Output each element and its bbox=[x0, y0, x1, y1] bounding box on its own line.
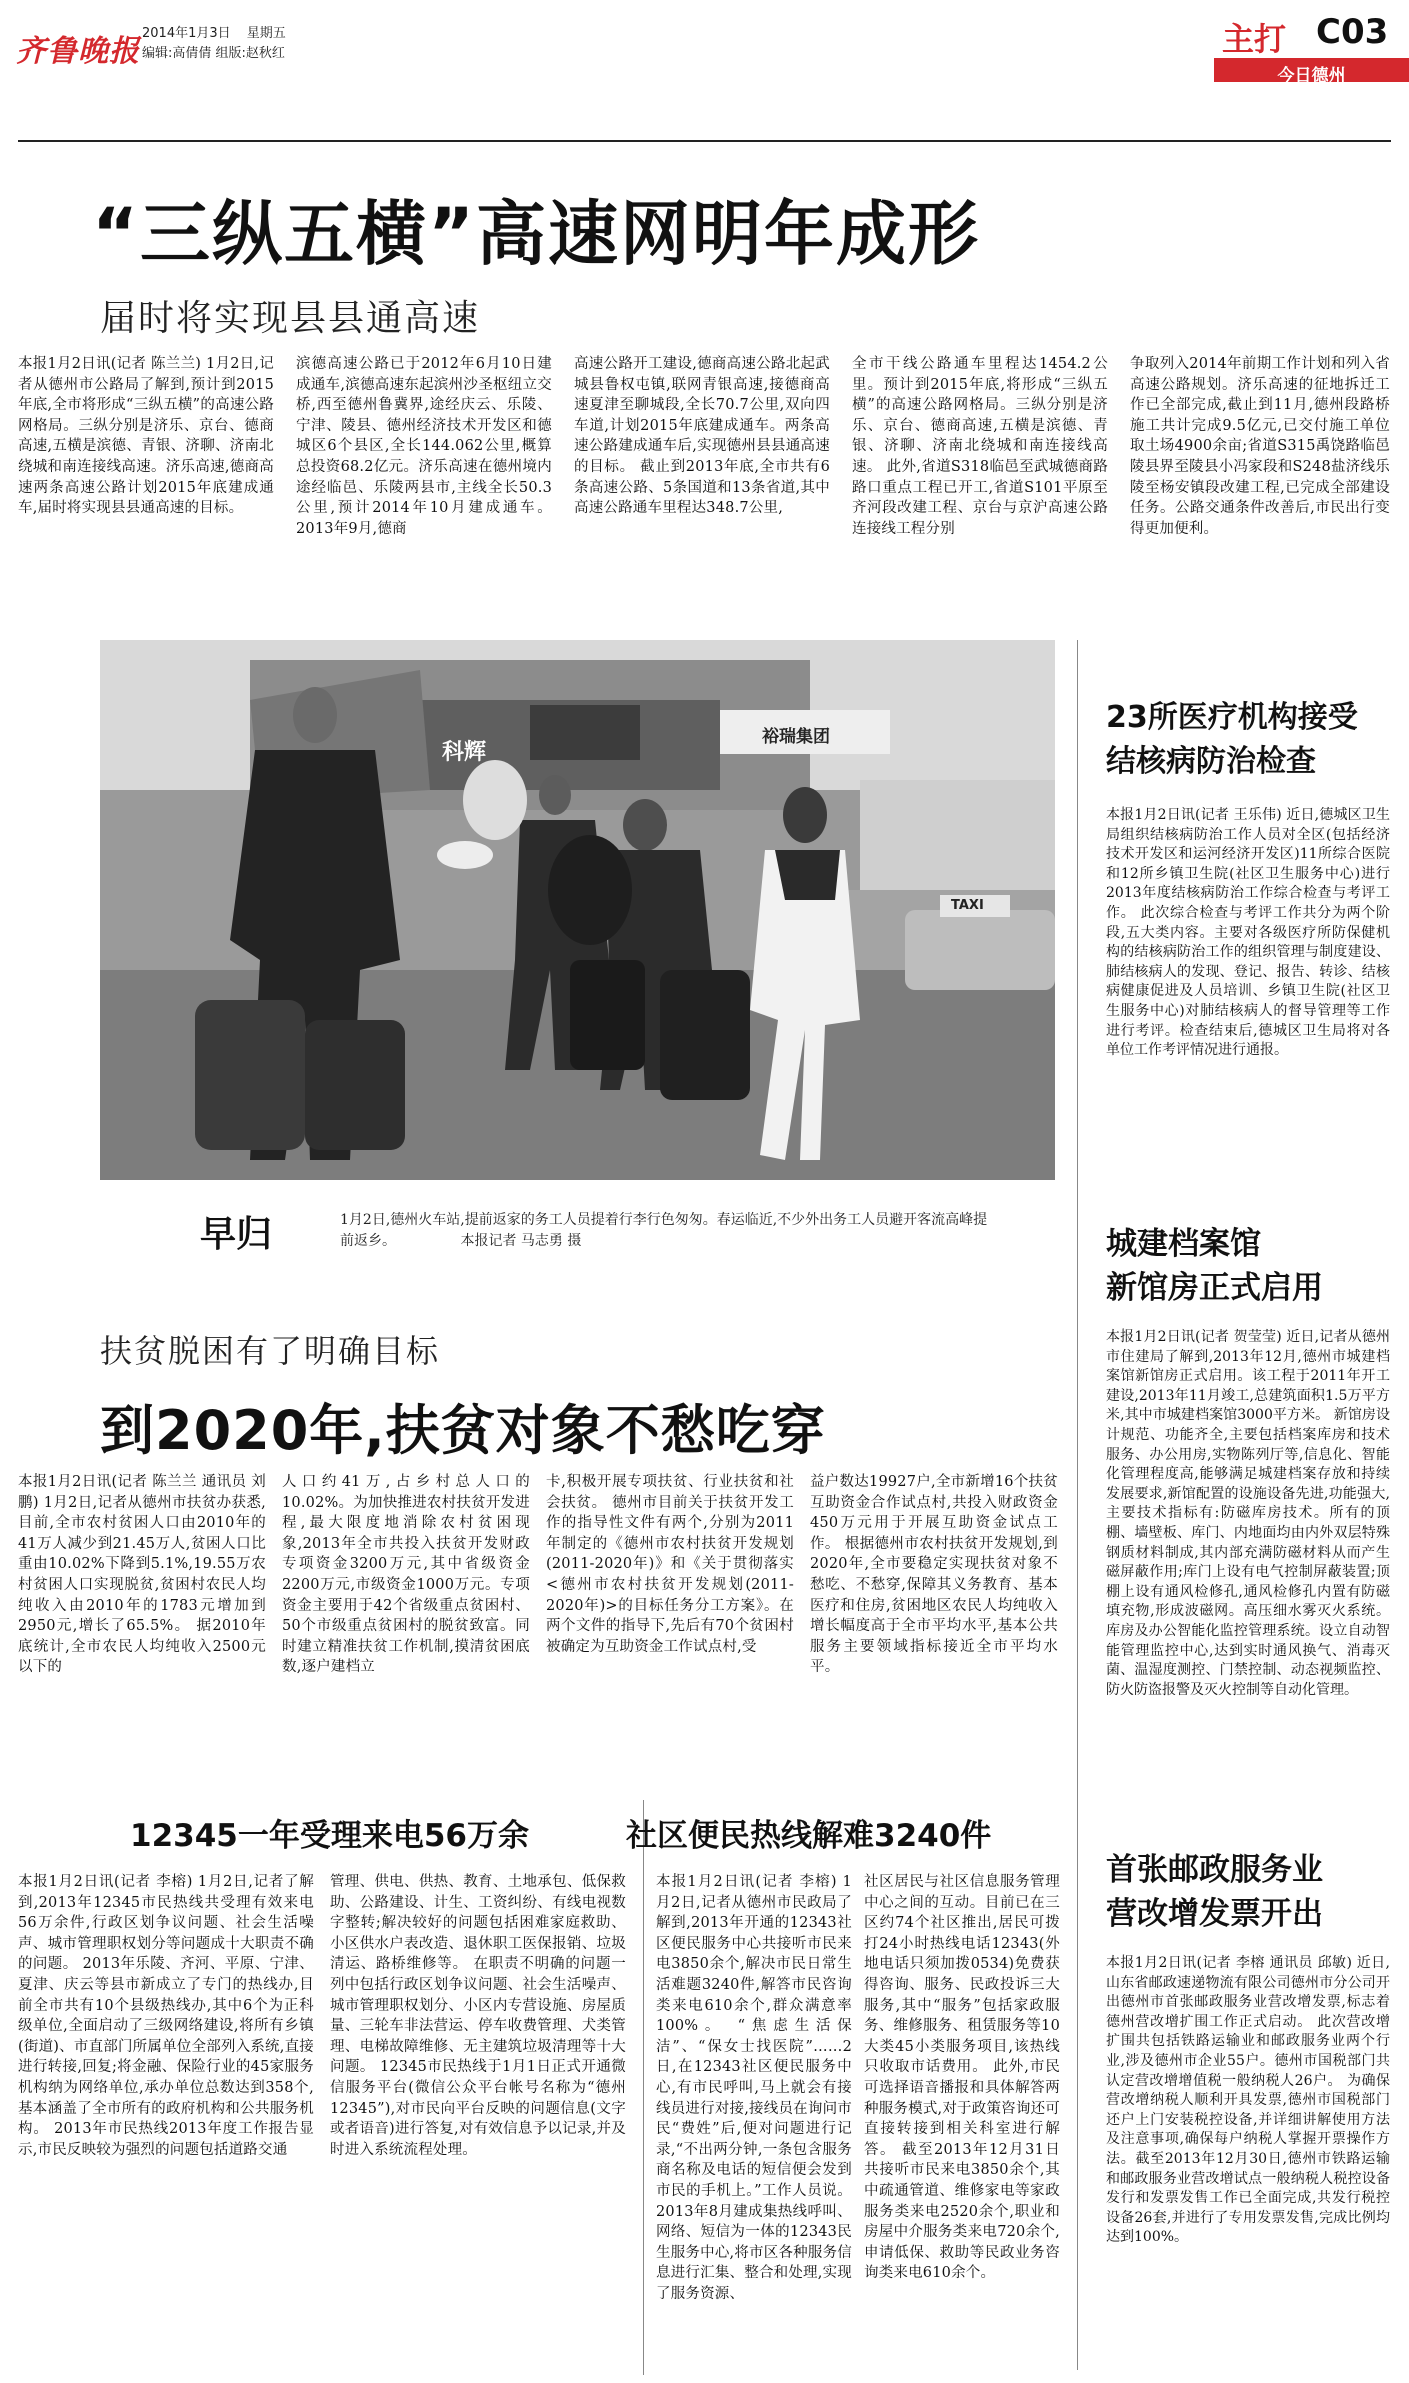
sign-kehui: 科辉 bbox=[442, 740, 487, 765]
lead-column-1: 本报1月2日讯(记者 陈兰兰) 1月2日,记者从德州市公路局了解到,预计到2015年底,全市将形成“三纵五横”的高速公路网格局。三纵分别是济乐、京台、德商高速,五横是滨德、青银、济聊、济南北绕城和南连接线高速。济乐高速,德商高速两条高速公路计划2015年底建成通车,届时将实现县县通高速的目标。 bbox=[18, 356, 274, 517]
postal-headline-line2: 营改增发票开出 bbox=[1106, 1896, 1323, 1932]
photo-scene bbox=[100, 640, 1055, 1180]
photo-caption bbox=[340, 1210, 1000, 1252]
poverty-column-4: 益户数达19927户,全市新增16个扶贫互助资金合作试点村,共投入财政资金450万元用于开展互助资金试点工作。 根据德州市农村扶贫开发规划,到2020年,全市要稳定实现扶贫对象不愁吃、不愁穿,保障其义务教育、基本医疗和住房,贫困地区农民人均纯收入增长幅度高于全市平均水平,基本公共服务主要领域指标接近全市平均水平。 bbox=[810, 1474, 1058, 1676]
masthead-rule bbox=[18, 140, 1391, 142]
sign-taxi: TAXI bbox=[951, 898, 984, 913]
date-text: 2014年1月3日 bbox=[142, 26, 231, 41]
postal-body: 本报1月2日讯(记者 李榕 通讯员 邱敏) 近日,山东省邮政速递物流有限公司德州市分公司开出德州市首张邮政服务业营改增发票,标志着德州营改增扩围工作正式启动。 此次营改增扩围共包括铁路运输业和邮政服务业两个行业,涉及德州市企业55户。德州市国税部门共认定营改增增值税一般纳税人26户。 为确保营改增纳税人顺利开具发票,德州市国税部门还户上门安装税控设备,并详细讲解使用方法及注意事项,确保每户纳税人掌握开票操作方法。截至2013年12月30日,德州市铁路运输和邮政服务业营改增试点一般纳税人税控设备发行和发票发售工作已全面完成,共发行税控设备26套,并进行了专用发票发售,完成比例均达到100%。 bbox=[1106, 1955, 1390, 2246]
sidebar-divider bbox=[1077, 640, 1078, 2370]
page-number: C03 bbox=[1316, 12, 1389, 52]
masthead bbox=[0, 0, 1409, 90]
issue-date bbox=[142, 22, 286, 41]
hotline-column-2: 管理、供电、供热、教育、土地承包、低保救助、公路建设、计生、工资纠纷、有线电视数字整转;解决较好的问题包括困难家庭救助、小区供水户表改造、退休职工医保报销、垃圾清运、路桥维修等。 在职责不明确的问题一列中包括行政区划争议问题、社会生活噪声、城市管理职权划分、小区内专营设施、房屋质量、三轮车非法营运、停车收费管理、犬类管理、电梯故障维修、无主建筑垃圾清理等十大问题。 12345市民热线于1月1日正式开通微信服务平台(微信公众平台帐号名称为“德州12345”),对市民向平台反映的问题信息(文字或者语音)进行答复,对有效信息予以记录,并及时进入系统流程处理。 bbox=[330, 1874, 626, 2158]
tb-headline-line2: 结核病防治检查 bbox=[1106, 744, 1316, 779]
hotline-headline: 12345一年受理来电56万余 bbox=[130, 1818, 529, 1854]
newspaper-logo: 齐鲁晚报 bbox=[16, 34, 140, 69]
lead-subhead: 届时将实现县县通高速 bbox=[100, 298, 481, 339]
lead-column-2: 滨德高速公路已于2012年6月10日建成通车,滨德高速东起滨州沙圣枢纽立交桥,西至德州鲁冀界,途经庆云、乐陵、宁津、陵县、德州经济技术开发区和德城区6个县区,全长144.062公里,概算总投资68.2亿元。济乐高速在德州境内途经临邑、乐陵两县市,主线全长50.3公里,预计2014年10月建成通车。2013年9月,德商 bbox=[296, 356, 552, 537]
postal-headline-line1: 首张邮政服务业 bbox=[1106, 1852, 1323, 1888]
poverty-headline: 到2020年,扶贫对象不愁吃穿 bbox=[100, 1399, 826, 1462]
lead-headline: “三纵五横”高速网明年成形 bbox=[92, 193, 981, 275]
hotline-column-1: 本报1月2日讯(记者 李榕) 1月2日,记者了解到,2013年12345市民热线共受理有效来电56万余件,行政区划争议问题、社会生活噪声、城市管理职权划分等问题成十大职责不确的问题。 2013年乐陵、齐河、平原、宁津、夏津、庆云等县市新成立了专门的热线办,目前全市共有10个县级热线办,其中6个为正科级单位,全面启动了三级网络建设,将所有乡镇(街道)、市直部门所属单位全部列入系统,直接进行转接,回复;将金融、保险行业的45家服务机构纳为网络单位,承办单位总数达到358个,基本涵盖了全市所有的政府机构和公共服务机构。 2013年市民热线2013年度工作报告显示,市民反映较为强烈的问题包括道路交通 bbox=[18, 1874, 314, 2158]
poverty-column-2: 人口约41万,占乡村总人口的10.02%。为加快推进农村扶贫开发进程,最大限度地消除农村贫困现象,2013年全市共投入扶贫开发财政专项资金3200万元,其中省级资金2200万元,市级资金1000万元。专项资金主要用于42个省级重点贫困村、50个市级重点贫困村的脱贫致富。同时建立精准扶贫工作机制,摸清贫困底数,逐户建档立 bbox=[282, 1474, 530, 1676]
tb-body: 本报1月2日讯(记者 王乐伟) 近日,德城区卫生局组织结核病防治工作人员对全区(包括经济技术开发区和运河经济开发区)11所综合医院和12所乡镇卫生院(社区卫生服务中心)进行2013年度结核病防治工作综合检查与考评工作。 此次综合检查与考评工作共分为两个阶段,五大类内容。主要对各级医疗所防保健机构的结核病防治工作的组织管理与制度建设、肺结核病人的发现、登记、报告、转诊、结核病健康促进及人员培训、乡镇卫生院(社区卫生服务中心)对肺结核病人的督导管理等工作进行考评。检查结束后,德城区卫生局将对各单位工作考评情况进行通报。 bbox=[1106, 807, 1390, 1059]
edition-label: 今日德州 bbox=[1277, 66, 1346, 86]
news-photo bbox=[100, 640, 1055, 1180]
community-column-2: 社区居民与社区信息服务管理中心之间的互动。目前已在三区约74个社区推出,居民可拨打24小时热线电话12343(外地电话只须加拨0534)免费获得咨询、服务、民政投诉三大服务,其中“服务”包括家政服务、维修服务、租赁服务等10大类45小类服务项目,该热线只收取市话费用。 此外,市民可选择语音播报和具体解答两种服务模式,对于政策咨询还可直接转接到相关科室进行解答。 截至2013年12月31日共接听市民来电3850余个,其中疏通管道、维修家电等家政服务类来电2520余个,职业和房屋中介服务类来电720余个,申请低保、救助等民政业务咨询类来电610余个。 bbox=[864, 1874, 1060, 2282]
lead-column-3: 高速公路开工建设,德商高速公路北起武城县鲁权屯镇,联网青银高速,接德商高速夏津至聊城段,全长70.7公里,双向四车道,计划2015年底建成通车。两条高速公路建成通车后,实现德州县县通高速的目标。 截止到2013年底,全市共有6条高速公路、5条国道和13条省道,其中高速公路通车里程达348.7公里, bbox=[574, 356, 830, 517]
archive-body: 本报1月2日讯(记者 贺莹莹) 近日,记者从德州市住建局了解到,2013年12月,德州市城建档案馆新馆房正式启用。该工程于2011年开工建设,2013年11月竣工,总建筑面积1.5万平方米,其中市城建档案馆3000平方米。 新馆房设计规范、功能齐全,主要包括档案库房和技术服务、办公用房,实物陈列厅等,信息化、智能化管理程度高,能够满足城建档案存放和持续发展要求,新馆配置的设施设备先进,功能强大,主要技术指标有:防磁库房技术。所有的顶棚、墙壁板、库门、内地面均由内外双层特殊钢质材料制成,其内部充满防磁材料从而产生磁屏蔽作用;库门上设有电气控制屏蔽装置;顶棚上设有通风检修孔,通风检修孔内置有防磁填充物,形成波磁网。高压细水雾灭火系统。库房及办公智能化监控管理系统。设立自动智能管理监控中心,达到实时通风换气、消毒灭菌、温湿度测控、门禁控制、动态视频监控、防火防盗报警及灭火控制等自动化管理。 bbox=[1106, 1329, 1390, 1698]
weekday-text: 星期五 bbox=[246, 26, 286, 41]
archive-headline-line1: 城建档案馆 bbox=[1106, 1226, 1261, 1262]
tb-headline-line1: 23所医疗机构接受 bbox=[1106, 700, 1358, 735]
lead-column-5: 争取列入2014年前期工作计划和列入省高速公路规划。济乐高速的征地拆迁工作已全部完成,截止到11月,德州段路桥施工共计完成9.5亿元,已交付施工单位取土场4900余亩;省道S315禹饶路临邑陵县界至陵县小冯家段和S248盐济线乐陵至杨安镇段改建工程,已完成全部建设任务。公路交通条件改善后,市民出行变得更加便利。 bbox=[1130, 356, 1390, 537]
archive-headline-line2: 新馆房正式启用 bbox=[1106, 1270, 1323, 1306]
section-label: 主打 bbox=[1222, 20, 1287, 58]
hotline-divider bbox=[643, 1800, 644, 2375]
lead-column-4: 全市干线公路通车里程达1454.2公里。预计到2015年底,将形成“三纵五横”的高速公路网格局。三纵分别是济乐、京台、德商高速,五横是滨德、青银、济聊、济南北绕城和南连接线高速。 此外,省道S318临邑至武城德商路路口重点工程已开工,省道S101平原至齐河段改建工程、京台与京沪高速公路连接线工程分别 bbox=[852, 356, 1108, 537]
poverty-kicker: 扶贫脱困有了明确目标 bbox=[100, 1332, 441, 1370]
sign-yurui: 裕瑞集团 bbox=[762, 727, 830, 747]
caption-text: 1月2日,德州火车站,提前返家的务工人员提着行李行色匆匆。春运临近,不少外出务工人员避开客流高峰提前返乡。 bbox=[340, 1212, 988, 1249]
poverty-column-1: 本报1月2日讯(记者 陈兰兰 通讯员 刘鹏) 1月2日,记者从德州市扶贫办获悉,目前,全市农村贫困人口由2010年的41万人减少到21.45万人,贫困人口比重由10.02%下降到5.1%,19.55万农村贫困人口实现脱贫,贫困村农民人均纯收入由2010年的1783元增加到2950元,增长了65.5%。 据2010年底统计,全市农民人均纯收入2500元以下的 bbox=[18, 1474, 266, 1676]
caption-credit: 本报记者 马志勇 摄 bbox=[460, 1233, 582, 1249]
photo-title: 早归 bbox=[200, 1214, 273, 1255]
community-column-1: 本报1月2日讯(记者 李榕) 1月2日,记者从德州市民政局了解到,2013年开通的12343社区便民服务中心共接听市民来电3850余个,解决市民日常生活难题3240件,解答市民咨询类来电610余个,群众满意率100%。 “焦虑生活保洁”、“保女士找医院”……2日,在12343社区便民服务中心,有市民呼叫,马上就会有接线员进行对接,接线员在询问市民“费姓”后,便对问题进行记录,“不出两分钟,一条包含服务商名称及电话的短信便会发到市民的手机上。”工作人员说。 2013年8月建成集热线呼叫、网络、短信为一体的12343民生服务中心,将市区各种服务信息进行汇集、整合和处理,实现了服务资源、 bbox=[656, 1874, 852, 2302]
poverty-column-3: 卡,积极开展专项扶贫、行业扶贫和社会扶贫。 德州市目前关于扶贫开发工作的指导性文件有两个,分别为2011年制定的《德州市农村扶贫开发规划(2011-2020年)》和《关于贯彻落实<德州市农村扶贫开发规划(2011-2020年)>的目标任务分工方案》。在两个文件的指导下,先后有70个贫困村被确定为互助资金工作试点村,受 bbox=[546, 1474, 794, 1655]
editor-line: 编辑:高倩倩 组版:赵秋红 bbox=[142, 46, 285, 61]
community-headline: 社区便民热线解难3240件 bbox=[626, 1818, 992, 1854]
